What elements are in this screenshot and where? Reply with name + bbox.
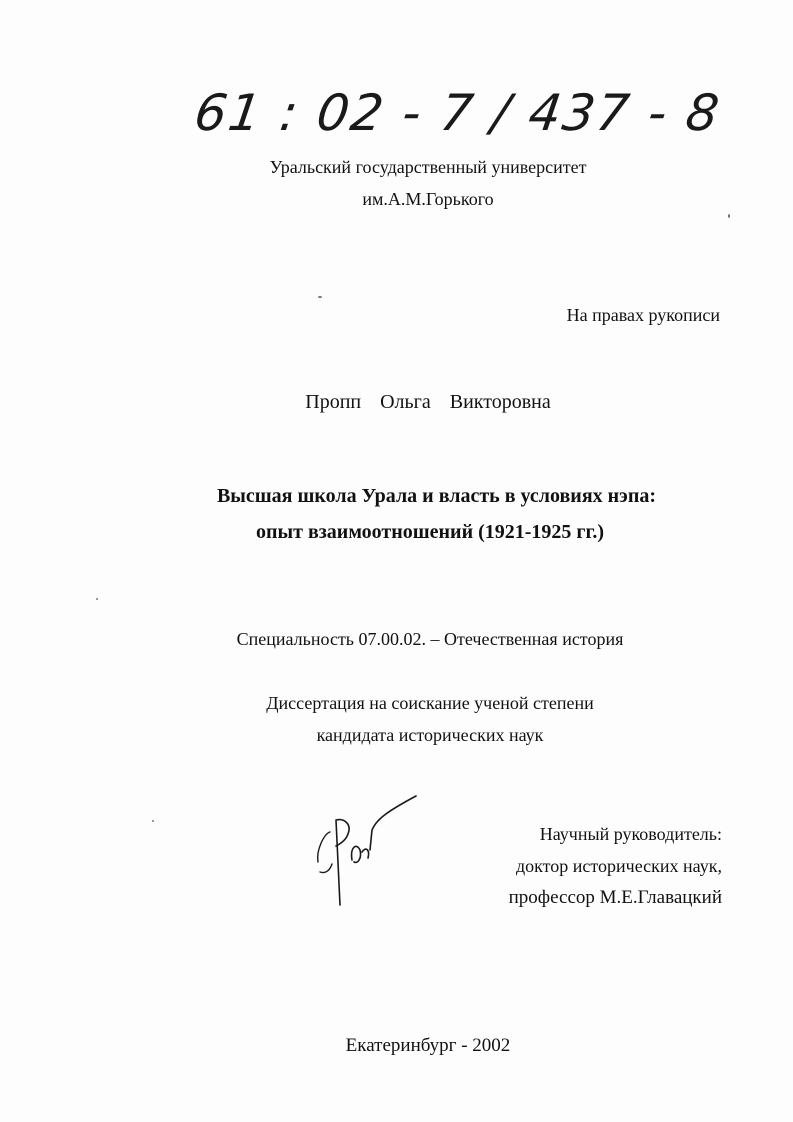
supervisor-name: профессор М.Е.Главацкий: [508, 887, 722, 908]
university-honorific: им.А.М.Горького: [362, 189, 494, 209]
archive-code: 61 : 02 - 7 / 437 - 8: [190, 84, 725, 142]
scan-speck: [318, 296, 322, 298]
rights-note: На правах рукописи: [566, 305, 720, 325]
university-name: Уральский государственный университет: [269, 157, 587, 177]
dissertation-line-2: кандидата исторических наук: [316, 725, 544, 745]
supervisor-degree: доктор исторических наук,: [516, 856, 722, 876]
thesis-title-line-2: опыт взаимоотношений (1921-1925 гг.): [256, 521, 604, 543]
handwritten-signature-icon: [300, 790, 430, 915]
city-year: Екатеринбург - 2002: [345, 1035, 511, 1056]
dissertation-line-1: Диссертация на соискание ученой степени: [266, 693, 594, 713]
author-name: Пропп Ольга Викторовна: [305, 391, 551, 413]
supervisor-label: Научный руководитель:: [539, 824, 722, 844]
scan-speck: [152, 820, 154, 822]
specialty: Специальность 07.00.02. – Отечественная история: [236, 629, 624, 649]
scan-speck: [96, 598, 98, 600]
scan-speck: [728, 214, 730, 218]
thesis-title-line-1: Высшая школа Урала и власть в условиях нэпа:: [216, 485, 657, 507]
